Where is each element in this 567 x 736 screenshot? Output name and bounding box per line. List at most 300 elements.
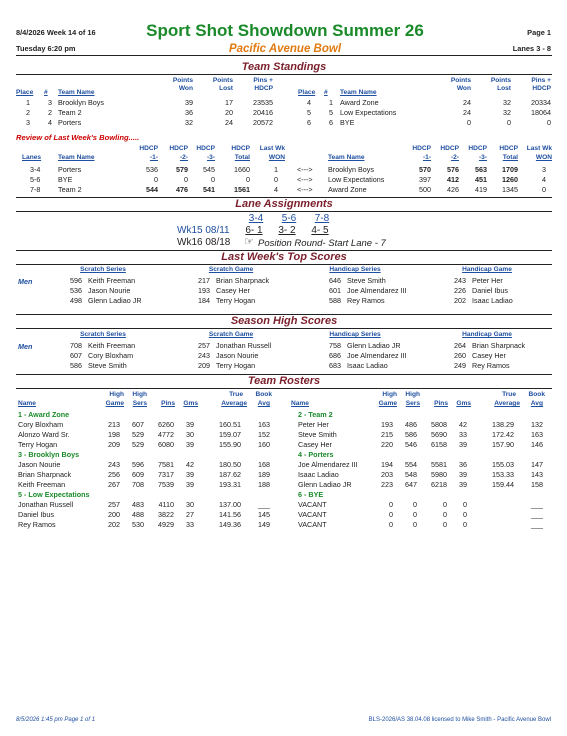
roster-high-game: 257 [108, 500, 120, 509]
standing-team-name: Team 2 [58, 108, 82, 117]
roster-high-game: 209 [108, 440, 120, 449]
roster-games: 0 [463, 510, 467, 519]
lane-pair-header: 5-6 [281, 213, 297, 224]
col-header: HDCP [412, 145, 431, 152]
standing-won: 39 [185, 98, 193, 107]
roster-true-average: 155.03 [492, 460, 514, 469]
roster-true-average: 155.90 [219, 440, 241, 449]
roster-games: 39 [459, 480, 467, 489]
review-lanes: 7-8 [30, 185, 41, 194]
score-value: 686 [329, 351, 341, 360]
review-total: 1660 [234, 165, 250, 174]
roster-player-name: Joe Almendarez III [298, 460, 358, 469]
roster-player-name: Daniel Ibus [18, 510, 54, 519]
col-header: Game [378, 400, 397, 407]
score-value: 683 [329, 361, 341, 370]
score-value: 758 [329, 341, 341, 350]
review-won: 4 [542, 175, 546, 184]
col-header: -2- [450, 154, 459, 161]
roster-games: 30 [186, 430, 194, 439]
review-team: BYE [58, 175, 73, 184]
roster-player-name: Terry Hogan [18, 440, 58, 449]
col-header: # [44, 89, 48, 96]
roster-high-series: 554 [405, 460, 417, 469]
roster-high-series: 586 [405, 430, 417, 439]
review-total: 1260 [502, 175, 518, 184]
score-value: 184 [198, 296, 210, 305]
review-opp-team: Low Expectations [328, 175, 385, 184]
bowler-name: Cory Bloxham [88, 351, 134, 360]
standing-team-name: Award Zone [340, 98, 379, 107]
col-header: -2- [179, 154, 188, 161]
header-date-week: 8/4/2026 Week 14 of 16 [16, 28, 96, 37]
review-team: Team 2 [58, 185, 82, 194]
standing-pins: 20334 [531, 98, 551, 107]
score-value: 264 [454, 341, 466, 350]
roster-player-name: Peter Her [298, 420, 329, 429]
col-header: Team Name [328, 154, 365, 161]
review-total: 1709 [502, 165, 518, 174]
roster-book-avg: ___ [531, 520, 543, 529]
roster-player-name: Glenn Ladiao JR [298, 480, 352, 489]
review-g2: 0 [184, 175, 188, 184]
roster-book-avg: 143 [531, 470, 543, 479]
roster-high-game: 213 [108, 420, 120, 429]
col-header: Total [234, 154, 250, 161]
roster-high-series: 607 [132, 420, 144, 429]
roster-pins: 5690 [431, 430, 447, 439]
roster-pins: 5581 [431, 460, 447, 469]
roster-high-series: 486 [405, 420, 417, 429]
col-header: # [324, 89, 328, 96]
col-header: Book [528, 391, 545, 398]
lanes-range: Lanes 3 - 8 [512, 44, 551, 53]
roster-games: 33 [459, 430, 467, 439]
roster-player-name: Alonzo Ward Sr. [18, 430, 70, 439]
col-header: True [502, 391, 516, 398]
score-value: 226 [454, 286, 466, 295]
bowler-name: Glenn Ladiao JR [88, 296, 142, 305]
score-value: 588 [329, 296, 341, 305]
roster-games: 39 [459, 440, 467, 449]
standing-pins: 0 [547, 118, 551, 127]
center-name: Pacific Avenue Bowl [228, 43, 342, 55]
roster-high-series: 708 [132, 480, 144, 489]
roster-true-average: 138.29 [492, 420, 514, 429]
score-value: 243 [198, 351, 210, 360]
review-g3: 541 [203, 185, 215, 194]
roster-pins: 3822 [158, 510, 174, 519]
standing-lost: 24 [225, 118, 233, 127]
review-arrow: <---> [297, 165, 313, 174]
standing-pins: 18064 [531, 108, 551, 117]
standing-won: 24 [463, 98, 471, 107]
col-header: Last Wk [526, 145, 552, 152]
roster-player-name: Cory Bloxham [18, 420, 64, 429]
score-value: 249 [454, 361, 466, 370]
score-value: 586 [70, 361, 82, 370]
roster-book-avg: 189 [258, 470, 270, 479]
standing-lost: 20 [225, 108, 233, 117]
roster-book-avg: 149 [258, 520, 270, 529]
bowler-name: Keith Freeman [88, 276, 136, 285]
col-header: HDCP [468, 145, 487, 152]
score-value: 607 [70, 351, 82, 360]
roster-player-name: Isaac Ladiao [298, 470, 339, 479]
col-header: Points [490, 77, 511, 84]
roster-book-avg: ___ [531, 510, 543, 519]
roster-high-series: 529 [132, 440, 144, 449]
day-time: Tuesday 6:20 pm [16, 44, 76, 53]
bowler-name: Isaac Ladiao [347, 361, 388, 370]
bowler-name: Joe Almendarez III [347, 351, 407, 360]
roster-team-name: 1 - Award Zone [18, 410, 70, 419]
review-won: 0 [274, 175, 278, 184]
col-header: Avg [530, 400, 543, 407]
divider [16, 388, 552, 389]
roster-book-avg: 146 [531, 440, 543, 449]
review-g1: 544 [146, 185, 158, 194]
roster-book-avg: 188 [258, 480, 270, 489]
col-header: -3- [478, 154, 487, 161]
standing-team-name: Porters [58, 118, 82, 127]
review-arrow: <---> [297, 185, 313, 194]
bowler-name: Peter Her [472, 276, 503, 285]
roster-pins: 6158 [431, 440, 447, 449]
roster-true-average: 159.44 [492, 480, 514, 489]
review-won: 0 [542, 185, 546, 194]
roster-book-avg: ___ [258, 500, 270, 509]
roster-team-name: 2 - Team 2 [298, 410, 333, 419]
review-total: 1345 [502, 185, 518, 194]
roster-high-series: 609 [132, 470, 144, 479]
roster-team-name: 5 - Low Expectations [18, 490, 90, 499]
col-header: Team Name [58, 154, 95, 161]
wk15-match: 6- 1 [245, 225, 263, 236]
roster-high-game: 0 [389, 510, 393, 519]
roster-true-average: 153.33 [492, 470, 514, 479]
col-header: Sers [132, 400, 147, 407]
roster-player-name: Brian Sharpnack [18, 470, 72, 479]
review-g3: 545 [203, 165, 215, 174]
roster-team-name: 3 - Brooklyn Boys [18, 450, 80, 459]
bowler-name: Glenn Ladiao JR [347, 341, 401, 350]
review-opp-team: Brooklyn Boys [328, 165, 374, 174]
roster-pins: 7581 [158, 460, 174, 469]
roster-high-series: 483 [132, 500, 144, 509]
score-value: 202 [454, 296, 466, 305]
roster-games: 30 [186, 500, 194, 509]
review-g3: 451 [475, 175, 487, 184]
bowler-name: Jason Nourie [88, 286, 131, 295]
score-value: 217 [198, 276, 210, 285]
roster-games: 36 [459, 460, 467, 469]
standing-place: 5 [307, 108, 311, 117]
score-value: 243 [454, 276, 466, 285]
col-header: Last Wk [259, 145, 285, 152]
review-g1: 397 [419, 175, 431, 184]
col-header: Handicap Series [329, 331, 381, 338]
bowler-name: Daniel Ibus [472, 286, 508, 295]
roster-true-average: 157.90 [492, 440, 514, 449]
col-header: Scratch Game [208, 266, 254, 273]
col-header: HDCP [139, 145, 158, 152]
roster-pins: 4929 [158, 520, 174, 529]
col-header: Average [494, 400, 520, 407]
col-header: -1- [422, 154, 431, 161]
col-header: Scratch Series [80, 331, 126, 338]
roster-player-name: Casey Her [298, 440, 332, 449]
roster-true-average: 193.31 [219, 480, 241, 489]
roster-high-series: 0 [413, 510, 417, 519]
col-header: Pins [161, 400, 175, 407]
col-header: HDCP [196, 145, 215, 152]
wk15-label: Wk15 08/11 [177, 225, 230, 236]
standing-team-num: 6 [329, 118, 333, 127]
roster-team-name: 4 - Porters [298, 450, 334, 459]
lane-pair-header: 7-8 [314, 213, 330, 224]
roster-true-average: 172.42 [492, 430, 514, 439]
roster-high-game: 0 [389, 520, 393, 529]
standing-won: 24 [463, 108, 471, 117]
review-g2: 576 [447, 165, 459, 174]
review-g3: 419 [475, 185, 487, 194]
col-header: Team Name [58, 89, 95, 96]
col-header: Pins + [531, 77, 551, 84]
review-g1: 0 [154, 175, 158, 184]
bowler-name: Casey Her [216, 286, 250, 295]
league-title: Sport Shot Showdown Summer 26 [146, 21, 424, 40]
standing-lost: 0 [507, 118, 511, 127]
roster-pins: 4772 [158, 430, 174, 439]
review-arrow: <---> [297, 175, 313, 184]
roster-true-average: 187.62 [219, 470, 241, 479]
roster-true-average: 180.50 [219, 460, 241, 469]
score-value: 708 [70, 341, 82, 350]
score-value: 260 [454, 351, 466, 360]
roster-book-avg: 160 [258, 440, 270, 449]
score-value: 257 [198, 341, 210, 350]
section-top-scores: Last Week's Top Scores [221, 251, 347, 263]
roster-high-series: 546 [405, 440, 417, 449]
bowler-name: Keith Freeman [88, 341, 136, 350]
review-g2: 476 [176, 185, 188, 194]
col-header: HDCP [499, 145, 518, 152]
roster-high-game: 256 [108, 470, 120, 479]
bowler-name: Steve Smith [88, 361, 127, 370]
score-value: 601 [329, 286, 341, 295]
bowler-name: Jason Nourie [216, 351, 259, 360]
col-header: Pins + [253, 77, 273, 84]
category-men: Men [18, 342, 33, 351]
col-header: Handicap Game [462, 266, 512, 273]
col-header: Team Name [340, 89, 377, 96]
roster-player-name: Jason Nourie [18, 460, 61, 469]
roster-high-series: 647 [405, 480, 417, 489]
roster-high-game: 193 [381, 420, 393, 429]
roster-player-name: Keith Freeman [18, 480, 66, 489]
col-header: Lanes [22, 154, 42, 161]
bowler-name: Casey Her [472, 351, 506, 360]
roster-high-series: 596 [132, 460, 144, 469]
col-header: HDCP [254, 85, 273, 92]
roster-games: 39 [186, 470, 194, 479]
col-header: Name [18, 400, 36, 407]
review-won: 3 [542, 165, 546, 174]
roster-pins: 6260 [158, 420, 174, 429]
review-opp-team: Award Zone [328, 185, 367, 194]
bowler-name: Terry Hogan [216, 296, 256, 305]
divider [16, 74, 552, 75]
review-won: 1 [274, 165, 278, 174]
roster-player-name: Steve Smith [298, 430, 337, 439]
roster-pins: 5808 [431, 420, 447, 429]
review-g2: 579 [176, 165, 188, 174]
standing-team-name: Brooklyn Boys [58, 98, 104, 107]
score-value: 596 [70, 276, 82, 285]
roster-high-game: 0 [389, 500, 393, 509]
page-label: Page 1 [527, 28, 551, 37]
roster-games: 42 [186, 460, 194, 469]
bowler-name: Isaac Ladiao [472, 296, 513, 305]
col-header: High [382, 391, 397, 398]
bowler-name: Joe Almendarez III [347, 286, 407, 295]
col-header: Average [221, 400, 247, 407]
roster-true-average: 149.36 [219, 520, 241, 529]
roster-book-avg: 168 [258, 460, 270, 469]
roster-pins: 6218 [431, 480, 447, 489]
bowler-name: Brian Sharpnack [472, 341, 526, 350]
roster-player-name: VACANT [298, 500, 327, 509]
roster-book-avg: 152 [258, 430, 270, 439]
review-won: 4 [274, 185, 278, 194]
review-total: 1561 [234, 185, 250, 194]
col-header: Won [456, 85, 471, 92]
col-header: High [405, 391, 420, 398]
roster-player-name: VACANT [298, 520, 327, 529]
bowler-name: Rey Ramos [472, 361, 510, 370]
col-header: True [229, 391, 243, 398]
roster-pins: 6080 [158, 440, 174, 449]
roster-high-game: 215 [381, 430, 393, 439]
review-total: 0 [246, 175, 250, 184]
standing-place: 1 [26, 98, 30, 107]
roster-high-game: 194 [381, 460, 393, 469]
roster-pins: 7539 [158, 480, 174, 489]
roster-pins: 0 [443, 500, 447, 509]
standing-won: 36 [185, 108, 193, 117]
col-header: Points [450, 77, 471, 84]
roster-book-avg: 163 [258, 420, 270, 429]
standing-team-name: Low Expectations [340, 108, 397, 117]
bowler-name: Terry Hogan [216, 361, 256, 370]
hand-point-icon: ☞ [244, 236, 254, 248]
review-lanes: 3-4 [30, 165, 41, 174]
roster-true-average: 159.07 [219, 430, 241, 439]
standing-team-num: 5 [329, 108, 333, 117]
roster-pins: 0 [443, 520, 447, 529]
roster-true-average: 141.56 [219, 510, 241, 519]
roster-pins: 5980 [431, 470, 447, 479]
roster-book-avg: ___ [531, 500, 543, 509]
roster-pins: 7317 [158, 470, 174, 479]
wk16-note: Position Round- Start Lane - 7 [258, 238, 386, 249]
wk15-match: 4- 5 [311, 225, 329, 236]
col-header: Scratch Series [80, 266, 126, 273]
col-header: HDCP [532, 85, 551, 92]
roster-player-name: Jonathan Russell [18, 500, 74, 509]
roster-player-name: Rey Ramos [18, 520, 56, 529]
roster-high-game: 267 [108, 480, 120, 489]
standing-place: 2 [26, 108, 30, 117]
col-header: High [132, 391, 147, 398]
roster-games: 39 [459, 470, 467, 479]
standing-place: 6 [307, 118, 311, 127]
roster-games: 27 [186, 510, 194, 519]
standing-team-num: 3 [48, 98, 52, 107]
col-header: Lost [497, 85, 511, 92]
col-header: Place [298, 89, 316, 96]
section-lane-assignments: Lane Assignments [235, 198, 333, 210]
col-header: Total [502, 154, 518, 161]
review-team: Porters [58, 165, 82, 174]
col-header: Avg [257, 400, 270, 407]
standing-lost: 32 [503, 98, 511, 107]
footer-license: BLS-2026/AS 38.04.08 licensed to Mike Smith - Pacific Avenue Bowl [368, 717, 551, 723]
col-header: Lost [219, 85, 233, 92]
standing-place: 4 [307, 98, 311, 107]
review-g2: 412 [447, 175, 459, 184]
score-value: 646 [329, 276, 341, 285]
review-g1: 536 [146, 165, 158, 174]
roster-high-game: 198 [108, 430, 120, 439]
col-header: High [109, 391, 124, 398]
roster-high-game: 202 [108, 520, 120, 529]
roster-games: 39 [186, 480, 194, 489]
roster-book-avg: 132 [531, 420, 543, 429]
divider [16, 211, 552, 212]
bowler-name: Jonathan Russell [216, 341, 272, 350]
roster-book-avg: 147 [531, 460, 543, 469]
bowler-name: Rey Ramos [347, 296, 385, 305]
roster-games: 42 [459, 420, 467, 429]
wk16-label: Wk16 08/18 [177, 237, 231, 248]
standing-team-num: 4 [48, 118, 52, 127]
col-header: Game [105, 400, 124, 407]
col-header: HDCP [169, 145, 188, 152]
col-header: Pins [434, 400, 448, 407]
col-header: Gms [456, 400, 471, 407]
roster-high-series: 548 [405, 470, 417, 479]
standing-team-num: 2 [48, 108, 52, 117]
roster-high-series: 0 [413, 500, 417, 509]
col-header: Points [212, 77, 233, 84]
roster-high-game: 223 [381, 480, 393, 489]
roster-pins: 4110 [158, 500, 174, 509]
col-header: Book [255, 391, 272, 398]
divider [16, 264, 552, 265]
roster-high-series: 529 [132, 430, 144, 439]
category-men: Men [18, 277, 33, 286]
col-header: WON [535, 154, 552, 161]
section-rosters: Team Rosters [247, 375, 321, 387]
score-value: 498 [70, 296, 82, 305]
col-header: Points [172, 77, 193, 84]
col-header: Gms [183, 400, 198, 407]
col-header: -1- [149, 154, 158, 161]
roster-team-name: 6 - BYE [298, 490, 324, 499]
roster-player-name: VACANT [298, 510, 327, 519]
